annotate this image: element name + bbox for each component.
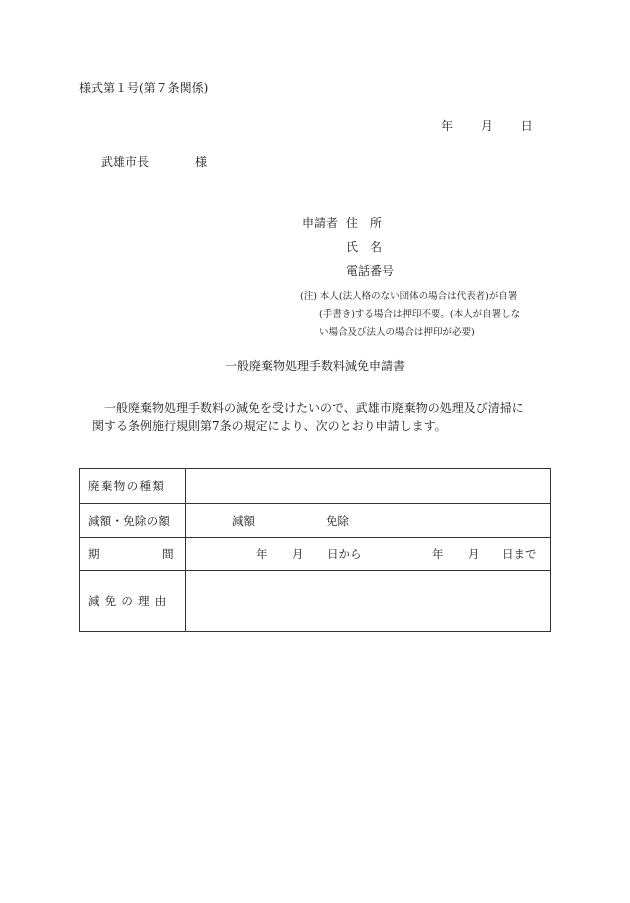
period-label-a: 期 [88, 547, 101, 561]
date-line [441, 120, 533, 132]
from-year: 年 [256, 547, 268, 561]
to-year: 年 [432, 547, 444, 561]
waste-type-label: 廃棄物の種類 [80, 469, 186, 504]
table-row [80, 571, 551, 632]
applicant-address-label: 住 所 [346, 216, 383, 230]
date-day-label: 日 [520, 119, 533, 133]
from-month: 月 [292, 547, 304, 561]
amount-field[interactable] [186, 504, 551, 538]
reason-label: 減免の理由 [80, 571, 186, 632]
applicant-name-label: 氏 名 [346, 240, 383, 254]
document-title: 一般廃棄物処理手数料減免申請書 [224, 359, 405, 373]
to-day: 日まで [502, 547, 537, 561]
applicant-note [300, 288, 520, 342]
applicant-label: 申請者 [302, 216, 339, 230]
table-row [80, 504, 551, 538]
table-row [80, 538, 551, 571]
body-paragraph [92, 399, 532, 435]
reason-field[interactable] [186, 571, 551, 632]
date-month-label: 月 [480, 119, 493, 133]
addressee [101, 156, 207, 168]
table-row [80, 469, 551, 504]
reduce-label: 減額 [232, 513, 255, 528]
to-month: 月 [468, 547, 480, 561]
application-table [79, 468, 551, 632]
date-year-label: 年 [441, 119, 454, 133]
note-line: (注) 本人(法人格のない団体の場合は代表者)が自署 [300, 291, 518, 302]
note-line: い場合及び法人の場合は押印が必要) [319, 327, 475, 338]
from-day: 日から [327, 547, 362, 561]
addressee-name: 武雄市長 [101, 155, 150, 169]
note-line: (手書き)する場合は押印不要。(本人が自署しな [319, 309, 521, 320]
form-number: 様式第１号(第７条関係) [79, 81, 209, 95]
period-label [80, 538, 186, 571]
period-label-b: 間 [162, 547, 175, 561]
period-field[interactable] [186, 538, 551, 571]
amount-label: 減額・免除の額 [80, 504, 186, 538]
applicant-phone-label: 電話番号 [346, 264, 395, 278]
exempt-label: 免除 [326, 513, 349, 528]
body-paragraph-text: 一般廃棄物処理手数料の減免を受けたいので、武雄市廃棄物の処理及び清掃に関する条例施行規則第7条の規定により、次のとおり申請します。 [92, 401, 524, 433]
addressee-suffix: 様 [195, 155, 208, 169]
waste-type-field[interactable] [186, 469, 551, 504]
